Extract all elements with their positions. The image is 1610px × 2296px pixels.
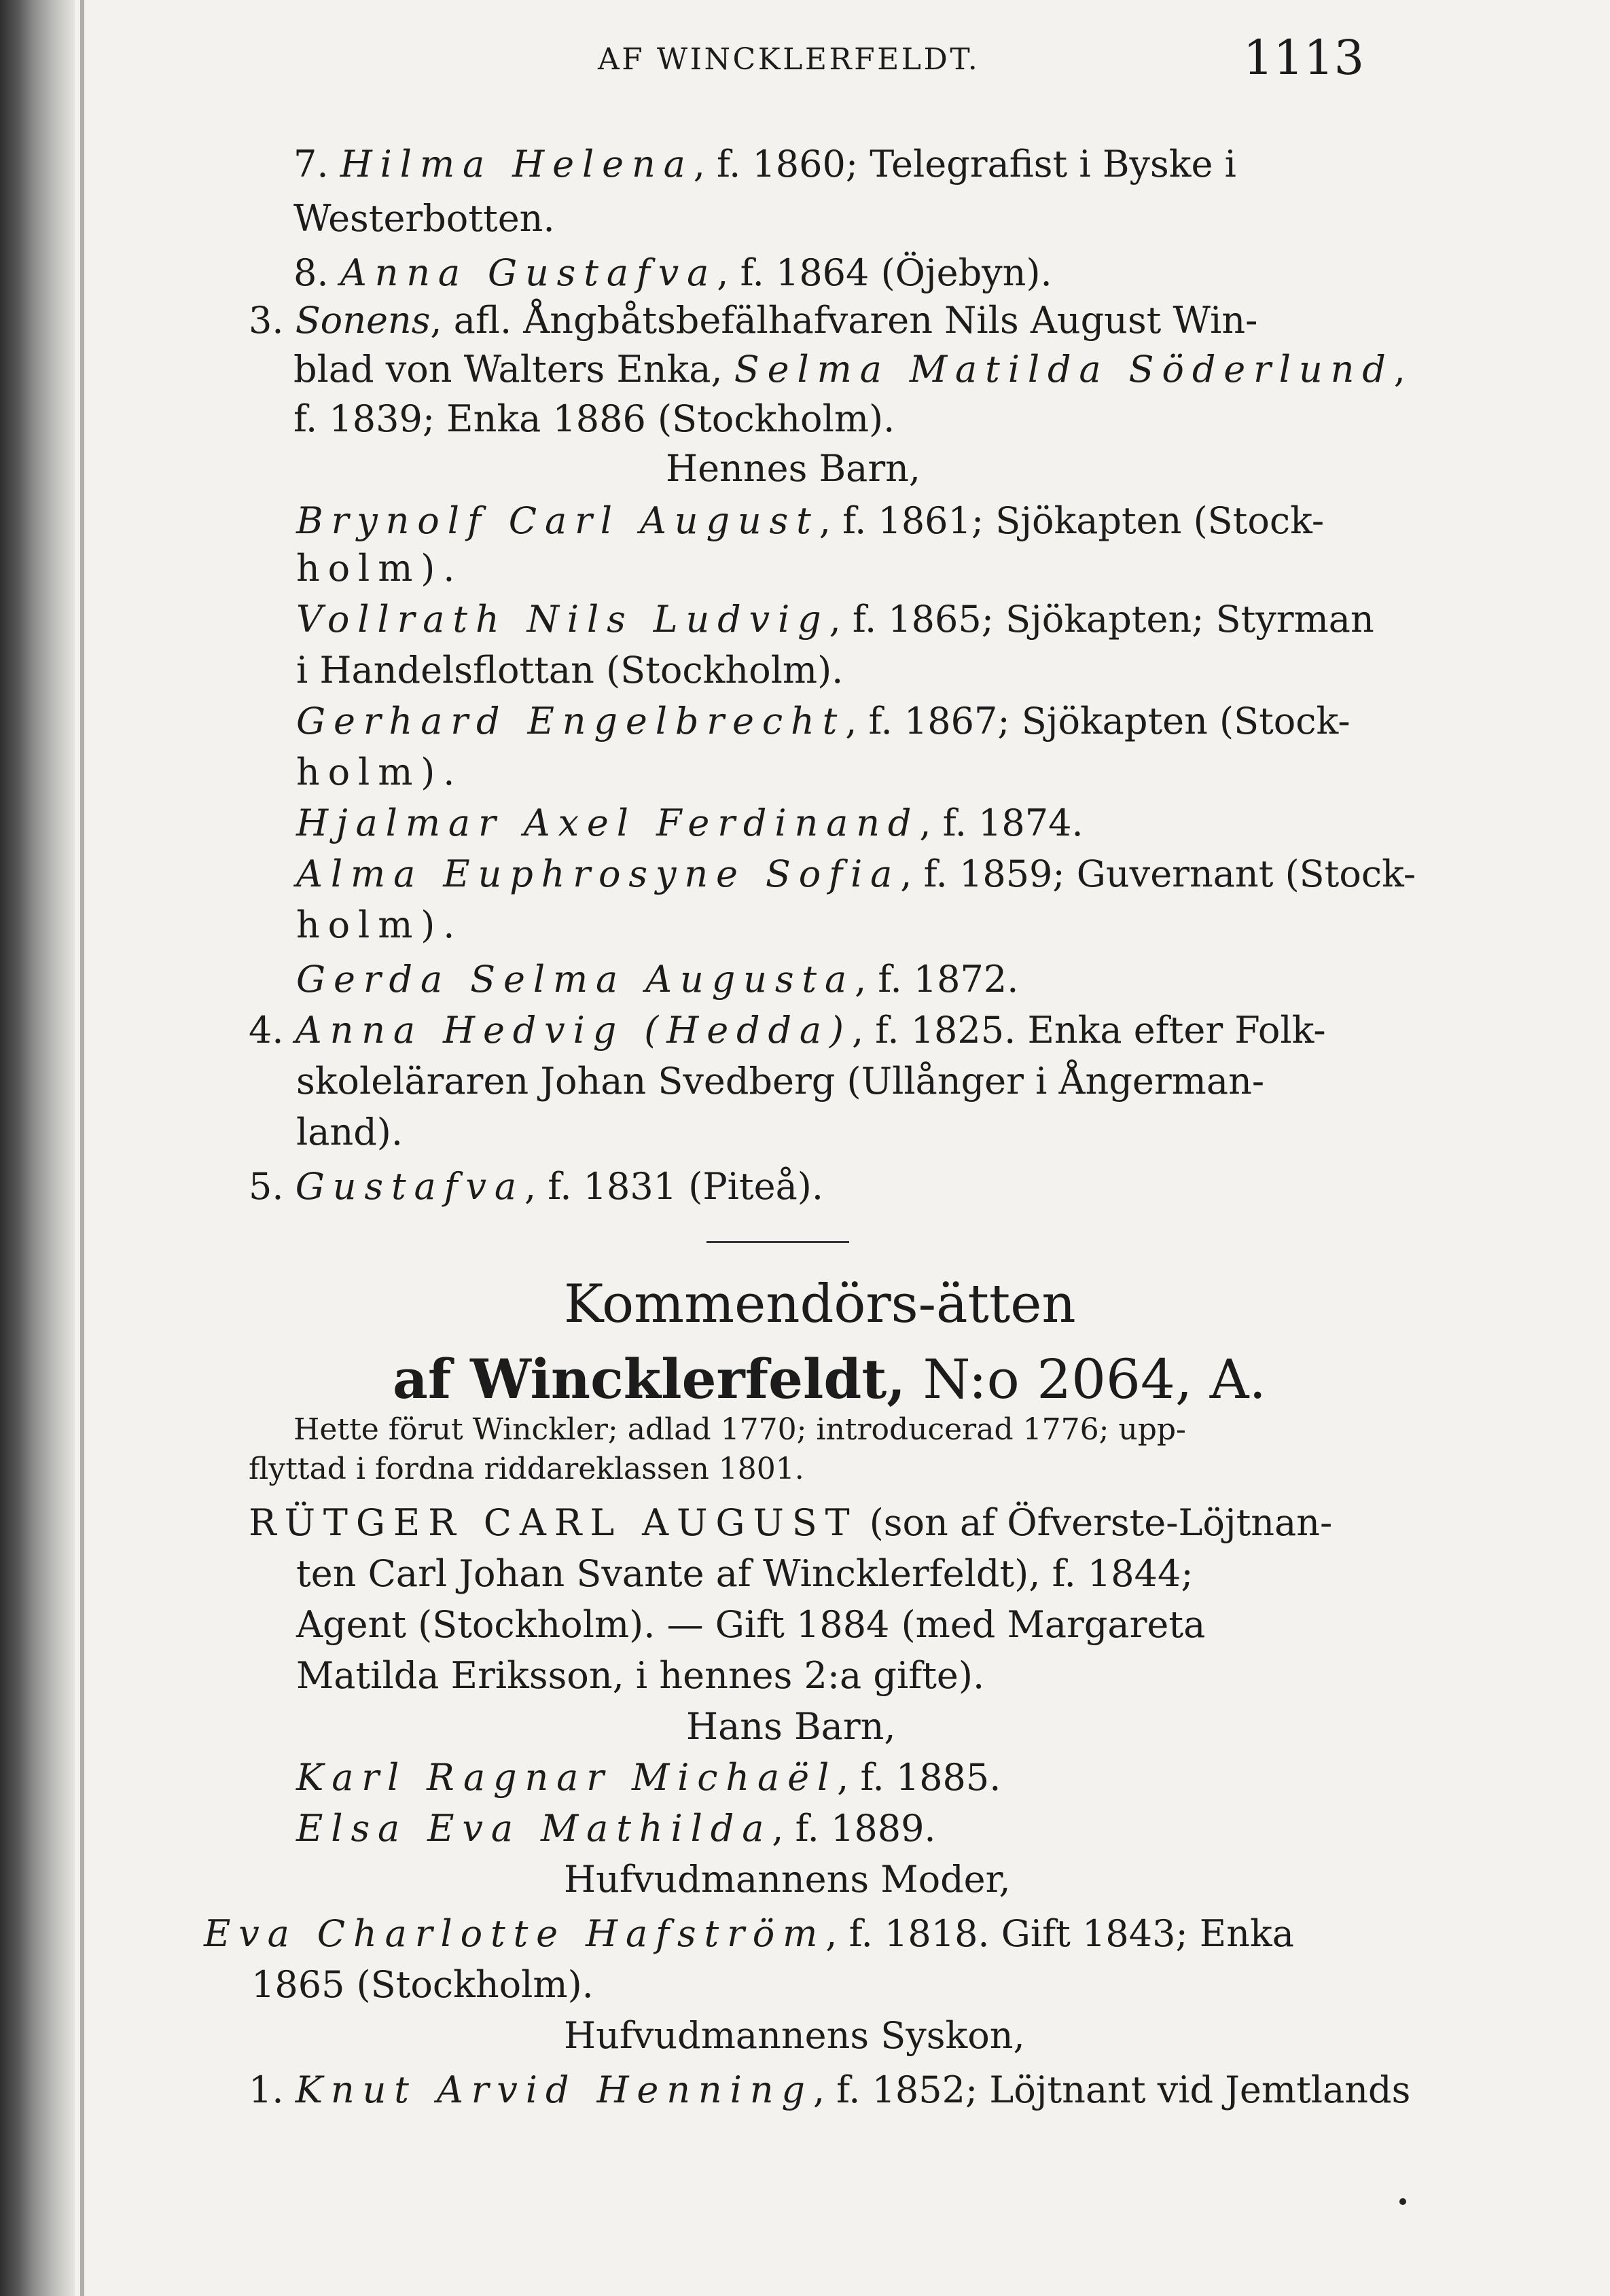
entry-text: , f. 1852; Löjtnant vid Jemtlands xyxy=(812,2068,1411,2111)
entry-text: 1865 (Stockholm). xyxy=(251,1963,594,2006)
entry-text: , f. 1889. xyxy=(772,1807,936,1850)
entry-text: Agent (Stockholm). — Gift 1884 (med Margareta xyxy=(296,1603,1206,1646)
entry-text: i Handelsflottan (Stockholm). xyxy=(296,649,844,692)
entry-name: Vollrath Nils Ludvig xyxy=(296,598,829,641)
entry-text: , afl. Ångbåtsbefälhafvaren Nils August Win- xyxy=(430,299,1258,342)
entry-number: 5. xyxy=(249,1165,296,1208)
entry-line xyxy=(296,751,463,794)
entry-line xyxy=(296,700,1350,743)
entry-line xyxy=(296,903,463,947)
entry-line xyxy=(296,1807,936,1850)
running-title: AF WINCKLERFELDT. xyxy=(598,42,980,77)
entry-text: Westerbotten. xyxy=(293,197,555,240)
entry-text: , f. 1865; Sjökapten; Styrman xyxy=(829,598,1374,641)
entry-name: Gerhard Engelbrecht xyxy=(296,700,846,742)
entry-line xyxy=(296,547,463,590)
entry-text: , xyxy=(1393,348,1406,391)
entry-name: Elsa Eva Mathilda xyxy=(296,1807,772,1850)
entry-text: , f. 1818. Gift 1843; Enka xyxy=(825,1912,1294,1955)
entry-line xyxy=(296,598,1374,641)
entry-line xyxy=(249,1165,823,1208)
entry-text: holm). xyxy=(296,547,463,590)
entry-line xyxy=(296,1654,984,1698)
entry-text: Hufvudmannens Syskon, xyxy=(564,2014,1025,2057)
entry-line xyxy=(296,802,1084,845)
entry-text: holm). xyxy=(296,751,463,793)
intro-line: flyttad i fordna riddareklassen 1801. xyxy=(249,1452,804,1486)
entry-name: Karl Ragnar Michaël xyxy=(296,1756,838,1799)
siblings-heading xyxy=(564,2014,1025,2058)
entry-number: 7. xyxy=(293,143,340,185)
entry-line xyxy=(251,1963,594,2007)
children-heading xyxy=(666,447,920,490)
entry-line xyxy=(293,197,555,240)
entry-text: , f. 1861; Sjökapten (Stock- xyxy=(819,499,1325,542)
entry-text: holm). xyxy=(296,903,463,946)
entry-line xyxy=(296,1756,1001,1799)
entry-text: Hufvudmannens Moder, xyxy=(564,1858,1011,1901)
ink-speck xyxy=(1399,2198,1406,2205)
entry-line xyxy=(249,1501,1332,1545)
entry-number: 8. xyxy=(293,251,340,294)
entry-line xyxy=(293,397,895,441)
entry-text: , f. 1860; Telegrafist i Byske i xyxy=(693,143,1236,185)
section-title: Kommendörs-ätten xyxy=(564,1274,1076,1335)
entry-line xyxy=(296,958,1018,1001)
children-heading xyxy=(686,1705,896,1748)
entry-text: , f. 1825. Enka efter Folk- xyxy=(851,1009,1326,1052)
entry-number: 1. xyxy=(249,2068,296,2111)
entry-line xyxy=(296,1603,1205,1647)
entry-name: Eva Charlotte Hafström xyxy=(204,1912,826,1955)
entry-name: Selma Matilda Söderlund xyxy=(734,348,1394,391)
entry-line xyxy=(296,1060,1264,1103)
entry-line xyxy=(204,1912,1294,1956)
entry-number: 3. xyxy=(249,299,296,342)
entry-line xyxy=(249,299,1257,342)
section-divider xyxy=(706,1241,849,1243)
entry-text: , f. 1874. xyxy=(919,802,1084,844)
entry-name: Gerda Selma Augusta xyxy=(296,958,855,1001)
entry-text: Hans Barn, xyxy=(686,1705,896,1748)
entry-line xyxy=(296,499,1324,543)
entry-name: Knut Arvid Henning xyxy=(295,2068,813,2111)
section-subtitle xyxy=(393,1345,1266,1414)
entry-name: Anna Hedvig (Hedda) xyxy=(295,1009,852,1052)
entry-name: RÜTGER CARL AUGUST xyxy=(249,1501,858,1544)
entry-text: , f. 1864 (Öjebyn). xyxy=(717,251,1052,294)
entry-name: Hjalmar Axel Ferdinand xyxy=(296,802,920,844)
entry-text: , f. 1867; Sjökapten (Stock- xyxy=(845,700,1350,742)
entry-text: ten Carl Johan Svante af Wincklerfeldt), f. 1844; xyxy=(296,1552,1194,1595)
entry-text: , f. 1872. xyxy=(855,958,1019,1001)
entry-line xyxy=(293,251,1052,295)
entry-line xyxy=(296,853,1416,896)
entry-name: Hilma Helena xyxy=(340,143,694,185)
entry-name: Sonens xyxy=(295,299,431,342)
entry-name: Brynolf Carl August xyxy=(296,499,819,542)
entry-line xyxy=(249,1009,1326,1052)
entry-text: , f. 1885. xyxy=(837,1756,1001,1799)
entry-text: Hennes Barn, xyxy=(666,447,921,490)
entry-text: , f. 1859; Guvernant (Stock- xyxy=(900,853,1416,895)
entry-line xyxy=(296,1552,1194,1596)
entry-line xyxy=(296,649,843,692)
entry-text: blad von Walters Enka, xyxy=(293,348,734,391)
intro-line: Hette förut Winckler; adlad 1770; introducerad 1776; upp- xyxy=(293,1412,1186,1447)
entry-line xyxy=(293,143,1236,186)
mother-heading xyxy=(564,1858,1011,1901)
entry-name: Anna Gustafva xyxy=(340,251,717,294)
entry-line xyxy=(293,348,1406,391)
page-number: 1113 xyxy=(1243,30,1365,86)
entry-text: , f. 1831 (Piteå). xyxy=(524,1165,824,1208)
family-name: af Wincklerfeldt, xyxy=(393,1347,906,1411)
entry-name: Gustafva xyxy=(295,1165,524,1208)
entry-name: Alma Euphrosyne Sofia xyxy=(296,853,901,895)
entry-text: land). xyxy=(296,1111,404,1153)
entry-line xyxy=(249,2068,1410,2112)
entry-number: 4. xyxy=(249,1009,296,1052)
entry-text: skoleläraren Johan Svedberg (Ullånger i Ångerman- xyxy=(296,1060,1265,1102)
entry-text: f. 1839; Enka 1886 (Stockholm). xyxy=(293,397,895,440)
family-number: N:o 2064, A. xyxy=(906,1348,1266,1411)
entry-text: Matilda Eriksson, i hennes 2:a gifte). xyxy=(296,1654,985,1697)
entry-text: (son af Öfverste-Löjtnan- xyxy=(857,1501,1333,1544)
entry-line xyxy=(296,1111,403,1154)
